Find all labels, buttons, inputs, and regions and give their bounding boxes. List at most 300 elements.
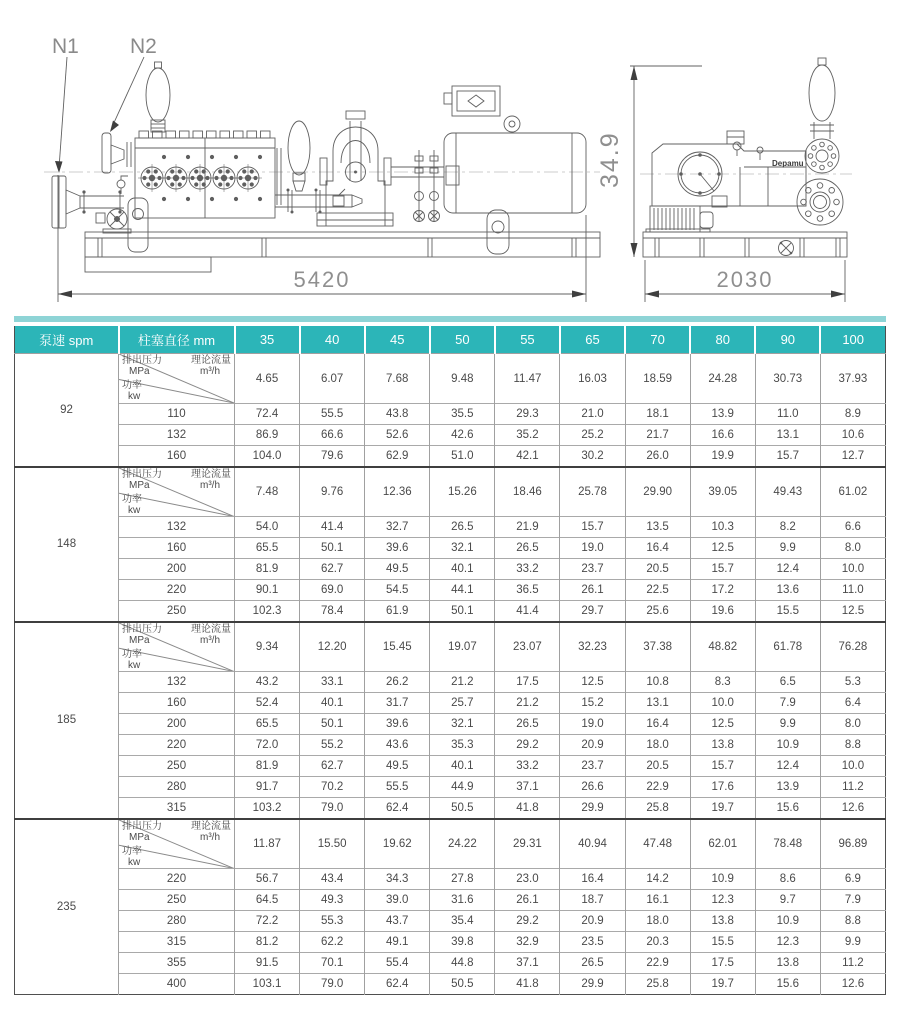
pressure-value-cell: 40.1 — [300, 693, 365, 714]
param-matrix-corner-cell — [119, 354, 235, 404]
pressure-value-cell: 12.6 — [820, 798, 885, 819]
power-row — [15, 559, 886, 580]
pressure-value-cell: 31.7 — [365, 693, 430, 714]
power-cell: 220 — [119, 580, 235, 601]
flow-value-cell: 37.38 — [625, 622, 690, 672]
pressure-value-cell: 65.5 — [235, 538, 300, 559]
dimension-arrow — [631, 66, 638, 80]
pressure-value-cell: 62.9 — [365, 446, 430, 467]
pressure-value-cell: 51.0 — [430, 446, 495, 467]
pressure-value-cell: 33.1 — [300, 672, 365, 693]
pressure-value-cell: 11.0 — [755, 404, 820, 425]
pressure-value-cell: 39.6 — [365, 714, 430, 735]
pressure-value-cell: 72.2 — [235, 911, 300, 932]
power-cell: 132 — [119, 672, 235, 693]
power-cell: 160 — [119, 538, 235, 559]
flow-value-cell: 9.48 — [430, 354, 495, 404]
power-unit: kw — [128, 504, 141, 516]
flow-value-cell: 48.82 — [690, 622, 755, 672]
pressure-value-cell: 14.2 — [625, 869, 690, 890]
pressure-value-cell: 12.5 — [560, 672, 625, 693]
pressure-value-cell: 21.9 — [495, 517, 560, 538]
pressure-value-cell: 29.9 — [560, 974, 625, 995]
pressure-value-cell: 10.9 — [755, 735, 820, 756]
pressure-value-cell: 13.8 — [755, 953, 820, 974]
pressure-value-cell: 29.2 — [495, 735, 560, 756]
flow-value-cell: 12.20 — [300, 622, 365, 672]
pressure-value-cell: 32.9 — [495, 932, 560, 953]
pressure-value-cell: 81.9 — [235, 756, 300, 777]
pressure-value-cell: 43.2 — [235, 672, 300, 693]
pressure-value-cell: 36.5 — [495, 580, 560, 601]
flow-value-cell: 24.28 — [690, 354, 755, 404]
power-unit: kw — [128, 391, 141, 402]
pressure-value-cell: 43.8 — [365, 404, 430, 425]
pressure-value-cell: 49.1 — [365, 932, 430, 953]
pressure-value-cell: 15.6 — [755, 798, 820, 819]
pressure-value-cell: 15.7 — [755, 446, 820, 467]
pressure-value-cell: 12.3 — [755, 932, 820, 953]
pressure-value-cell: 23.7 — [560, 559, 625, 580]
section-flow-row — [15, 622, 886, 672]
pressure-value-cell: 91.5 — [235, 953, 300, 974]
pressure-value-cell: 103.2 — [235, 798, 300, 819]
pressure-value-cell: 21.2 — [430, 672, 495, 693]
pressure-value-cell: 21.7 — [625, 425, 690, 446]
flow-value-cell: 9.34 — [235, 622, 300, 672]
pressure-value-cell: 30.2 — [560, 446, 625, 467]
pressure-value-cell: 40.1 — [430, 559, 495, 580]
pressure-value-cell: 79.0 — [300, 798, 365, 819]
pressure-value-cell: 10.0 — [820, 756, 885, 777]
pressure-value-cell: 56.7 — [235, 869, 300, 890]
nozzle-label-n1: N1 — [52, 35, 79, 58]
pressure-value-cell: 40.1 — [430, 756, 495, 777]
power-cell: 220 — [119, 735, 235, 756]
lube-piping — [414, 150, 440, 222]
motor-end — [646, 206, 713, 232]
pressure-value-cell: 49.5 — [365, 559, 430, 580]
pump-end-view — [596, 58, 852, 302]
pressure-value-cell: 54.0 — [235, 517, 300, 538]
pressure-value-cell: 37.1 — [495, 777, 560, 798]
dimension-arrow — [58, 291, 72, 298]
pressure-value-cell: 8.8 — [820, 735, 885, 756]
flow-value-cell: 39.05 — [690, 467, 755, 517]
diameter-value-header: 80 — [690, 326, 755, 354]
pressure-value-cell: 49.3 — [300, 890, 365, 911]
pressure-value-cell: 11.0 — [820, 580, 885, 601]
pressure-value-cell: 21.0 — [560, 404, 625, 425]
flow-unit: m³/h — [200, 634, 220, 646]
diameter-value-header: 50 — [430, 326, 495, 354]
pressure-value-cell: 41.4 — [495, 601, 560, 622]
performance-table-body — [15, 354, 886, 995]
pressure-value-cell: 50.1 — [300, 714, 365, 735]
section-flow-row — [15, 467, 886, 517]
pressure-value-cell: 15.7 — [560, 517, 625, 538]
speed-cell: 148 — [15, 467, 119, 622]
flow-value-cell: 15.26 — [430, 467, 495, 517]
flow-value-cell: 37.93 — [820, 354, 885, 404]
base-skid — [85, 232, 600, 272]
flow-value-cell: 96.89 — [820, 819, 885, 869]
pressure-value-cell: 39.8 — [430, 932, 495, 953]
pressure-value-cell: 79.0 — [300, 974, 365, 995]
power-cell: 250 — [119, 601, 235, 622]
inlet-flange — [52, 176, 124, 228]
pressure-value-cell: 15.5 — [755, 601, 820, 622]
power-row — [15, 538, 886, 559]
flow-value-cell: 7.68 — [365, 354, 430, 404]
pressure-value-cell: 13.1 — [625, 693, 690, 714]
pressure-value-cell: 26.1 — [560, 580, 625, 601]
pressure-value-cell: 8.0 — [820, 538, 885, 559]
pump-side-view — [44, 35, 600, 302]
pressure-value-cell: 25.8 — [625, 798, 690, 819]
flow-value-cell: 40.94 — [560, 819, 625, 869]
pressure-value-cell: 9.9 — [755, 538, 820, 559]
flow-value-cell: 9.76 — [300, 467, 365, 517]
pressure-value-cell: 41.8 — [495, 798, 560, 819]
power-cell: 132 — [119, 425, 235, 446]
pressure-value-cell: 19.7 — [690, 798, 755, 819]
pressure-value-cell: 32.1 — [430, 538, 495, 559]
pressure-value-cell: 18.1 — [625, 404, 690, 425]
speed-cell: 235 — [15, 819, 119, 995]
power-label: 功率 — [122, 845, 142, 857]
pressure-value-cell: 35.5 — [430, 404, 495, 425]
power-label: 功率 — [122, 380, 142, 391]
pressure-value-cell: 39.0 — [365, 890, 430, 911]
crankcase-end — [652, 131, 806, 207]
pressure-unit: MPa — [129, 479, 150, 491]
pressure-value-cell: 26.5 — [495, 538, 560, 559]
diameter-value-header: 35 — [235, 326, 300, 354]
pressure-value-cell: 16.1 — [625, 890, 690, 911]
pressure-value-cell: 22.9 — [625, 953, 690, 974]
pressure-value-cell: 55.3 — [300, 911, 365, 932]
pressure-value-cell: 90.1 — [235, 580, 300, 601]
flow-value-cell: 18.59 — [625, 354, 690, 404]
pressure-value-cell: 41.8 — [495, 974, 560, 995]
pressure-value-cell: 33.2 — [495, 559, 560, 580]
leader-arrow-n2 — [110, 121, 119, 133]
flow-value-cell: 49.43 — [755, 467, 820, 517]
pressure-value-cell: 41.4 — [300, 517, 365, 538]
pressure-value-cell: 26.0 — [625, 446, 690, 467]
pressure-unit: MPa — [129, 831, 150, 843]
power-row — [15, 580, 886, 601]
pressure-value-cell: 37.1 — [495, 953, 560, 974]
pressure-value-cell: 17.5 — [495, 672, 560, 693]
diameter-value-header: 40 — [300, 326, 365, 354]
power-row — [15, 601, 886, 622]
pressure-value-cell: 12.4 — [755, 559, 820, 580]
pressure-value-cell: 103.1 — [235, 974, 300, 995]
pressure-value-cell: 6.9 — [820, 869, 885, 890]
pressure-value-cell: 17.6 — [690, 777, 755, 798]
pressure-value-cell: 20.9 — [560, 911, 625, 932]
pressure-value-cell: 20.3 — [625, 932, 690, 953]
pressure-value-cell: 10.9 — [690, 869, 755, 890]
flow-label: 理论流量 — [191, 468, 231, 480]
pressure-value-cell: 25.2 — [560, 425, 625, 446]
pressure-value-cell: 43.6 — [365, 735, 430, 756]
pressure-value-cell: 10.9 — [755, 911, 820, 932]
pressure-value-cell: 21.2 — [495, 693, 560, 714]
pressure-label: 排出压力 — [122, 820, 162, 832]
pressure-value-cell: 19.7 — [690, 974, 755, 995]
power-label: 功率 — [122, 493, 142, 505]
flow-value-cell: 19.62 — [365, 819, 430, 869]
pressure-value-cell: 35.2 — [495, 425, 560, 446]
flow-value-cell: 7.48 — [235, 467, 300, 517]
pressure-value-cell: 19.0 — [560, 714, 625, 735]
power-cell: 400 — [119, 974, 235, 995]
power-cell: 250 — [119, 756, 235, 777]
pressure-value-cell: 8.9 — [820, 404, 885, 425]
diameter-value-header: 45 — [365, 326, 430, 354]
pressure-value-cell: 64.5 — [235, 890, 300, 911]
pressure-value-cell: 43.4 — [300, 869, 365, 890]
pressure-value-cell: 12.5 — [690, 538, 755, 559]
dimension-arrow — [831, 291, 845, 298]
pressure-value-cell: 42.1 — [495, 446, 560, 467]
flow-value-cell: 6.07 — [300, 354, 365, 404]
pressure-value-cell: 6.5 — [755, 672, 820, 693]
discharge-flange-end — [805, 58, 839, 173]
dimension-arrow — [645, 291, 659, 298]
pressure-value-cell: 19.6 — [690, 601, 755, 622]
pressure-label: 排出压力 — [122, 355, 162, 366]
pressure-value-cell: 50.5 — [430, 974, 495, 995]
param-matrix-corner-cell — [119, 622, 235, 672]
pressure-value-cell: 25.6 — [625, 601, 690, 622]
flow-value-cell: 18.46 — [495, 467, 560, 517]
flow-value-cell: 23.07 — [495, 622, 560, 672]
pressure-value-cell: 44.9 — [430, 777, 495, 798]
pressure-value-cell: 8.2 — [755, 517, 820, 538]
pressure-unit: MPa — [129, 366, 150, 377]
pressure-value-cell: 6.4 — [820, 693, 885, 714]
flow-label: 理论流量 — [191, 820, 231, 832]
length-dimension-value: 5420 — [293, 267, 351, 292]
flow-unit: m³/h — [200, 831, 220, 843]
performance-table — [14, 326, 886, 995]
pressure-value-cell: 12.3 — [690, 890, 755, 911]
pressure-value-cell: 23.0 — [495, 869, 560, 890]
pressure-value-cell: 26.5 — [430, 517, 495, 538]
pressure-label: 排出压力 — [122, 623, 162, 635]
flow-label: 理论流量 — [191, 623, 231, 635]
pressure-value-cell: 15.2 — [560, 693, 625, 714]
base-skid-end — [643, 232, 847, 257]
pressure-value-cell: 70.2 — [300, 777, 365, 798]
pressure-value-cell: 49.5 — [365, 756, 430, 777]
diameter-value-header: 55 — [495, 326, 560, 354]
diameter-value-header: 65 — [560, 326, 625, 354]
pressure-value-cell: 12.4 — [755, 756, 820, 777]
power-cell: 220 — [119, 869, 235, 890]
table-header-row — [15, 326, 886, 354]
pressure-value-cell: 26.6 — [560, 777, 625, 798]
pressure-value-cell: 81.9 — [235, 559, 300, 580]
pressure-value-cell: 50.5 — [430, 798, 495, 819]
flow-value-cell: 29.31 — [495, 819, 560, 869]
flow-value-cell: 47.48 — [625, 819, 690, 869]
pressure-value-cell: 31.6 — [430, 890, 495, 911]
main-motor — [444, 86, 586, 254]
pressure-value-cell: 8.6 — [755, 869, 820, 890]
height-dimension-value: 34.9 — [596, 131, 624, 188]
pressure-value-cell: 54.5 — [365, 580, 430, 601]
pressure-value-cell: 23.7 — [560, 756, 625, 777]
pressure-value-cell: 10.0 — [690, 693, 755, 714]
param-matrix-corner-cell — [119, 819, 235, 869]
pressure-value-cell: 10.8 — [625, 672, 690, 693]
pressure-value-cell: 70.1 — [300, 953, 365, 974]
discharge-accumulator — [288, 121, 310, 191]
flow-value-cell: 11.87 — [235, 819, 300, 869]
pressure-value-cell: 22.9 — [625, 777, 690, 798]
pressure-value-cell: 16.4 — [625, 538, 690, 559]
pressure-value-cell: 8.3 — [690, 672, 755, 693]
pressure-label: 排出压力 — [122, 468, 162, 480]
flow-unit: m³/h — [200, 366, 220, 377]
pressure-value-cell: 42.6 — [430, 425, 495, 446]
pressure-value-cell: 13.1 — [755, 425, 820, 446]
pressure-value-cell: 55.5 — [300, 404, 365, 425]
pump-technical-drawing — [0, 0, 900, 316]
pressure-value-cell: 35.3 — [430, 735, 495, 756]
table-header — [15, 326, 886, 354]
pressure-value-cell: 13.9 — [690, 404, 755, 425]
power-row — [15, 714, 886, 735]
pressure-value-cell: 81.2 — [235, 932, 300, 953]
flow-value-cell: 61.02 — [820, 467, 885, 517]
brand-label: Depamu — [772, 159, 804, 168]
pressure-value-cell: 66.6 — [300, 425, 365, 446]
flow-value-cell: 62.01 — [690, 819, 755, 869]
flow-unit: m³/h — [200, 479, 220, 491]
pressure-value-cell: 26.5 — [560, 953, 625, 974]
flow-value-cell: 30.73 — [755, 354, 820, 404]
pressure-value-cell: 86.9 — [235, 425, 300, 446]
flow-value-cell: 15.50 — [300, 819, 365, 869]
pressure-value-cell: 25.8 — [625, 974, 690, 995]
pressure-value-cell: 12.7 — [820, 446, 885, 467]
flow-value-cell: 78.48 — [755, 819, 820, 869]
pressure-value-cell: 62.2 — [300, 932, 365, 953]
pressure-value-cell: 9.9 — [820, 932, 885, 953]
width-dimension — [645, 260, 845, 302]
power-row — [15, 404, 886, 425]
power-cell: 355 — [119, 953, 235, 974]
pressure-value-cell: 16.4 — [625, 714, 690, 735]
pressure-value-cell: 18.0 — [625, 911, 690, 932]
pressure-value-cell: 72.0 — [235, 735, 300, 756]
pressure-value-cell: 15.5 — [690, 932, 755, 953]
pressure-value-cell: 20.9 — [560, 735, 625, 756]
pressure-value-cell: 55.2 — [300, 735, 365, 756]
speed-cell: 92 — [15, 354, 119, 467]
pressure-value-cell: 16.4 — [560, 869, 625, 890]
flow-value-cell: 12.36 — [365, 467, 430, 517]
pressure-value-cell: 104.0 — [235, 446, 300, 467]
dimension-arrow — [572, 291, 586, 298]
diameter-value-header: 90 — [755, 326, 820, 354]
pressure-value-cell: 26.5 — [495, 714, 560, 735]
pressure-value-cell: 29.9 — [560, 798, 625, 819]
pressure-value-cell: 9.7 — [755, 890, 820, 911]
pressure-value-cell: 20.5 — [625, 756, 690, 777]
dimension-arrow — [631, 243, 638, 257]
pressure-value-cell: 32.7 — [365, 517, 430, 538]
power-cell: 132 — [119, 517, 235, 538]
pressure-value-cell: 12.6 — [820, 974, 885, 995]
drain-symbol — [779, 241, 794, 256]
pressure-value-cell: 29.3 — [495, 404, 560, 425]
pressure-unit: MPa — [129, 634, 150, 646]
suction-flange-end — [797, 179, 843, 225]
pressure-value-cell: 7.9 — [820, 890, 885, 911]
power-cell: 200 — [119, 559, 235, 580]
pressure-value-cell: 13.8 — [690, 735, 755, 756]
power-row — [15, 911, 886, 932]
width-dimension-value: 2030 — [716, 267, 774, 292]
flow-value-cell: 76.28 — [820, 622, 885, 672]
power-cell: 110 — [119, 404, 235, 425]
power-cell: 315 — [119, 932, 235, 953]
power-cell: 160 — [119, 446, 235, 467]
length-dimension — [58, 175, 586, 302]
pressure-value-cell: 27.8 — [430, 869, 495, 890]
pressure-value-cell: 26.1 — [495, 890, 560, 911]
pressure-value-cell: 69.0 — [300, 580, 365, 601]
diameter-value-header: 70 — [625, 326, 690, 354]
power-cell: 280 — [119, 777, 235, 798]
pressure-value-cell: 22.5 — [625, 580, 690, 601]
power-cell: 280 — [119, 911, 235, 932]
power-cell: 160 — [119, 693, 235, 714]
table-accent-bar — [14, 316, 886, 322]
pressure-value-cell: 20.5 — [625, 559, 690, 580]
pressure-value-cell: 7.9 — [755, 693, 820, 714]
discharge-manifold — [275, 189, 362, 214]
pressure-value-cell: 50.1 — [300, 538, 365, 559]
section-flow-row — [15, 819, 886, 869]
pressure-value-cell: 50.1 — [430, 601, 495, 622]
pressure-value-cell: 19.0 — [560, 538, 625, 559]
charge-pump — [96, 209, 131, 233]
pressure-value-cell: 79.6 — [300, 446, 365, 467]
pressure-value-cell: 33.2 — [495, 756, 560, 777]
pressure-value-cell: 8.8 — [820, 911, 885, 932]
nozzle-callouts — [52, 35, 157, 173]
pressure-value-cell: 10.6 — [820, 425, 885, 446]
pressure-value-cell: 10.3 — [690, 517, 755, 538]
power-unit: kw — [128, 856, 141, 868]
pressure-value-cell: 55.4 — [365, 953, 430, 974]
pressure-value-cell: 52.4 — [235, 693, 300, 714]
pressure-value-cell: 61.9 — [365, 601, 430, 622]
pressure-value-cell: 52.6 — [365, 425, 430, 446]
pressure-value-cell: 18.0 — [625, 735, 690, 756]
pressure-value-cell: 65.5 — [235, 714, 300, 735]
pressure-value-cell: 8.0 — [820, 714, 885, 735]
diameter-value-header: 100 — [820, 326, 885, 354]
